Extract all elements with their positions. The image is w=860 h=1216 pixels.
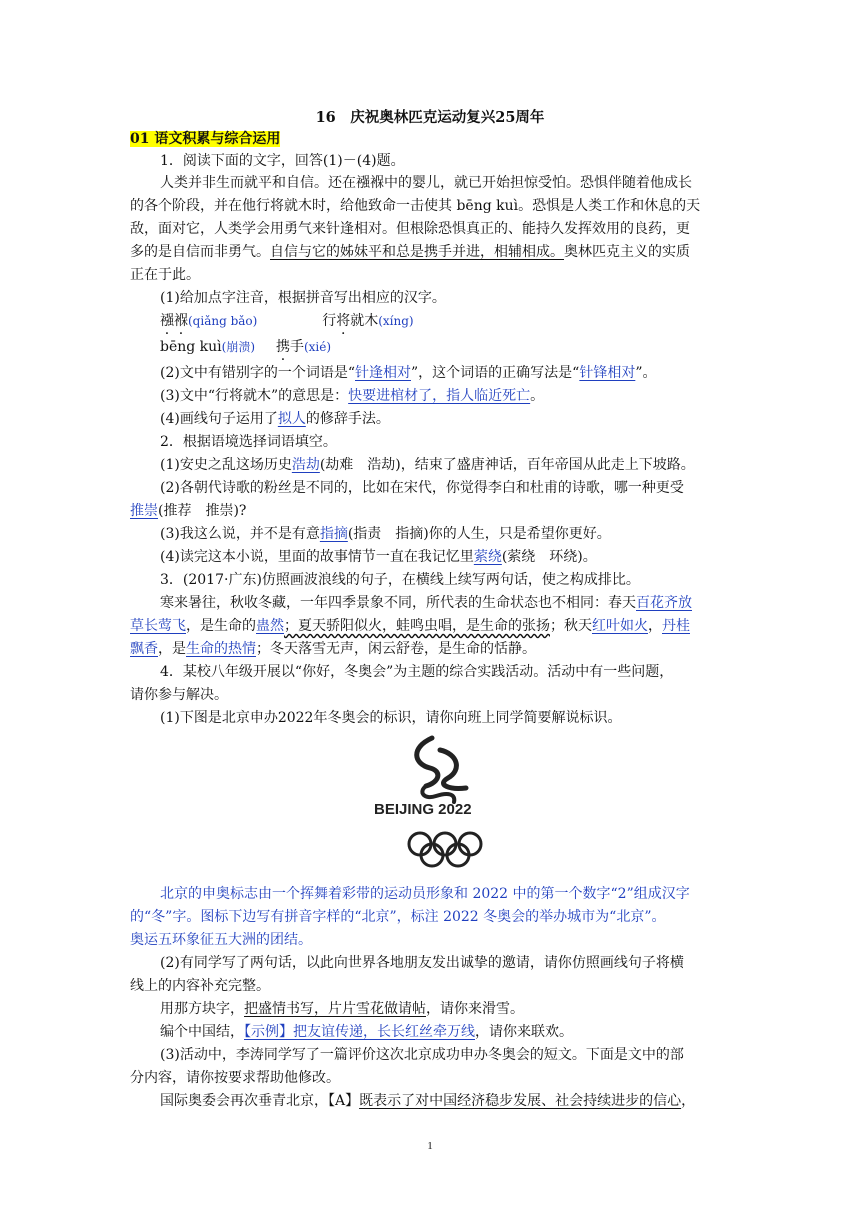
- answer: 推崇: [130, 503, 158, 519]
- text: (3)我这么说，并不是有意: [160, 526, 320, 542]
- q1-passage-line-4: [130, 241, 730, 263]
- text: (1)安史之乱这场历史: [160, 457, 292, 473]
- q1-sub1-row-1: [160, 310, 760, 332]
- answer-xie: (xié): [303, 340, 332, 354]
- answer-correct-word: 针锋相对: [579, 365, 636, 381]
- beijing-2022-logo: [370, 730, 520, 880]
- q1-sub3: [160, 385, 760, 407]
- dotted-char: 褓: [174, 313, 188, 329]
- q1-passage-line-1: 人类并非生而就平和自信。还在襁褓中的婴儿，就已开始担惊受怕。恐惧伴随着他成长: [160, 175, 692, 191]
- q1-passage-line-3: 敌，面对它，人类学会用勇气来针逢相对。但根除恐惧真正的、能持久发挥效用的良药，更: [130, 221, 690, 237]
- q4-stem-line-1: 4．某校八年级开展以“你好，冬奥会”为主题的综合实践活动。活动中有一些问题，: [160, 664, 674, 680]
- q4-sub3-line-1: (3)活动中，李涛同学写了一篇评价这次北京成功申办冬奥会的短文。下面是文中的部: [160, 1047, 684, 1063]
- text: (指责 指摘)你的人生，只是希望你更好。: [347, 526, 611, 542]
- q4-sub2-line-1: (2)有同学写了两句话，以此向世界各地朋友发出诚挚的邀请，请你仿照画线句子将横: [160, 955, 684, 971]
- answer-bengkui: (崩溃): [221, 340, 256, 354]
- q1-passage-line-5: 正在于此。: [130, 267, 200, 283]
- q2-item-3: [160, 523, 760, 545]
- answer-rhetoric: 拟人: [277, 411, 306, 427]
- pinyin-bengkui: bēng kuì: [160, 339, 222, 355]
- answer: 萦绕: [473, 549, 502, 565]
- q2-item-2-line-2: [130, 500, 730, 522]
- q3-stem: 3．(2017·广东)仿照画波浪线的句子，在横线上续写两句话，使之构成排比。: [160, 572, 640, 588]
- q1-stem: 1．阅读下面的文字，回答(1)－(4)题。: [160, 153, 405, 169]
- q4-answer-1-line-2: 的“冬”字。图标下边写有拼音字样的“北京”，标注 2022 冬奥会的举办城市为“北京”。: [130, 909, 666, 925]
- q3-line-2: [130, 615, 730, 637]
- passage-underlined-sentence: 自信与它的姊妹平和总是携手并进，相辅相成。: [270, 244, 564, 260]
- logo-text: BEIJING 2022: [374, 801, 472, 818]
- word-xingjiang: [322, 313, 378, 329]
- dotted-char: 行将就: [322, 313, 365, 329]
- text: (推荐 推崇)?: [158, 503, 247, 519]
- text: (3)文中“行将就木”的意思是：: [160, 388, 349, 404]
- answer: 飘香: [130, 641, 158, 657]
- text: ，是: [158, 641, 186, 657]
- underlined-sentence: 既表示了对中国经济稳步发展、社会持续进步的信心: [359, 1093, 682, 1109]
- answer: 蛊然: [256, 618, 284, 634]
- q2-item-1: [160, 454, 760, 476]
- q4-sub3-passage: [160, 1090, 760, 1112]
- text: ，请你来滑雪。: [426, 1001, 524, 1017]
- text: 编个中国结，: [160, 1024, 244, 1040]
- text: (劫难 浩劫)，结束了盛唐神话，百年帝国从此走上下坡路。: [319, 457, 695, 473]
- q1-sub2: [160, 362, 760, 384]
- text: (萦绕 环绕)。: [501, 549, 597, 565]
- q1-sub1-row-2: [160, 336, 760, 358]
- section-heading-text: 01 语文积累与综合运用: [130, 131, 281, 147]
- text: ，: [648, 618, 662, 634]
- answer: 浩劫: [291, 457, 320, 473]
- answer: 红叶如火: [592, 618, 648, 634]
- dotted-char-xie: 携: [275, 339, 290, 355]
- text: ，: [681, 1093, 696, 1109]
- wavy-model-sentence: ；夏天骄阳似火，蛙鸣虫唱，是生命的张扬: [284, 618, 550, 634]
- q3-line-3: [130, 638, 730, 660]
- answer: 生命的热情: [186, 641, 256, 657]
- q4-sub2-model: [160, 998, 760, 1020]
- text: 用那方块字，: [160, 1001, 244, 1017]
- text: 寒来暑往，秋收冬藏，一年四季景象不同，所代表的生命状态也不相同：春天: [160, 595, 636, 611]
- passage-text: 多的是自信而非勇气。: [130, 244, 270, 260]
- text: (2)文中有错别字的一个词语是“: [160, 365, 355, 381]
- text: ；冬天落雪无声，闲云舒卷，是生命的恬静。: [256, 641, 536, 657]
- dotted-char: 襁: [160, 313, 174, 329]
- text: ；秋天: [550, 618, 592, 634]
- q2-stem: 2．根据语境选择词语填空。: [160, 434, 337, 450]
- underlined-model: 把盛情书写，片片雪花做请帖: [244, 1001, 426, 1017]
- text: 的修辞手法。: [305, 411, 390, 427]
- answer-qiangbao: (qiǎng bǎo): [188, 314, 258, 328]
- section-heading: [130, 128, 730, 150]
- text: 。: [530, 388, 545, 404]
- answer: 丹桂: [662, 618, 690, 634]
- answer-wrong-word: 针逢相对: [355, 365, 411, 381]
- marker-a: 【A】: [328, 1093, 360, 1109]
- q4-sub3-line-2: 分内容，请你按要求帮助他修改。: [130, 1070, 340, 1086]
- word-qiangbao: [160, 313, 188, 329]
- answer: 草长莺飞: [130, 618, 186, 634]
- q4-answer-1-line-3: 奥运五环象征五大洲的团结。: [130, 932, 312, 948]
- text: (4)画线句子运用了: [160, 411, 278, 427]
- q4-sub2-answer: [160, 1021, 760, 1043]
- answer: 指摘: [319, 526, 348, 542]
- text: ，请你来联欢。: [475, 1024, 573, 1040]
- text: ”，这个词语的正确写法是“: [411, 365, 580, 381]
- page-title: 16 庆祝奥林匹克运动复兴25周年: [315, 109, 545, 126]
- answer: 【示例】把友谊传递，长长红丝牵万线: [244, 1024, 475, 1040]
- q4-answer-1-line-1: 北京的申奥标志由一个挥舞着彩带的运动员形象和 2022 中的第一个数字“2”组成汉字: [160, 886, 690, 902]
- q4-sub1: (1)下图是北京申办2022年冬奥会的标识，请你向班上同学简要解说标识。: [160, 710, 622, 726]
- q3-line-1: [160, 592, 760, 614]
- q1-sub1: (1)给加点字注音，根据拼音写出相应的汉字。: [160, 290, 446, 306]
- text: 国际奥委会再次垂青北京，: [160, 1093, 328, 1109]
- answer-meaning: 快要进棺材了，指人临近死亡: [348, 388, 531, 404]
- q4-stem-line-2: 请你参与解决。: [130, 687, 228, 703]
- q1-passage-line-2: 的各个阶段，并在他行将就木时，给他致命一击使其 bēng kuì。恐惧是人类工作和休息的天: [130, 198, 701, 214]
- page-number: 1: [427, 1140, 433, 1152]
- plain-char: 木: [364, 313, 379, 329]
- answer-xing: (xíng): [378, 314, 414, 328]
- text: ，是生命的: [186, 618, 256, 634]
- answer: 百花齐放: [636, 595, 692, 611]
- passage-text-tail: 奥林匹克主义的实质: [564, 244, 690, 260]
- q2-item-4: [160, 546, 760, 568]
- plain-char-shou: 手: [289, 339, 304, 355]
- q2-item-2-line-1: (2)各朝代诗歌的粉丝是不同的，比如在宋代，你觉得李白和杜甫的诗歌，哪一种更受: [160, 480, 684, 496]
- text: ”。: [635, 365, 657, 381]
- text: (4)读完这本小说，里面的故事情节一直在我记忆里: [160, 549, 474, 565]
- q4-sub2-line-2: 线上的内容补充完整。: [130, 978, 270, 994]
- q1-sub4: [160, 408, 760, 430]
